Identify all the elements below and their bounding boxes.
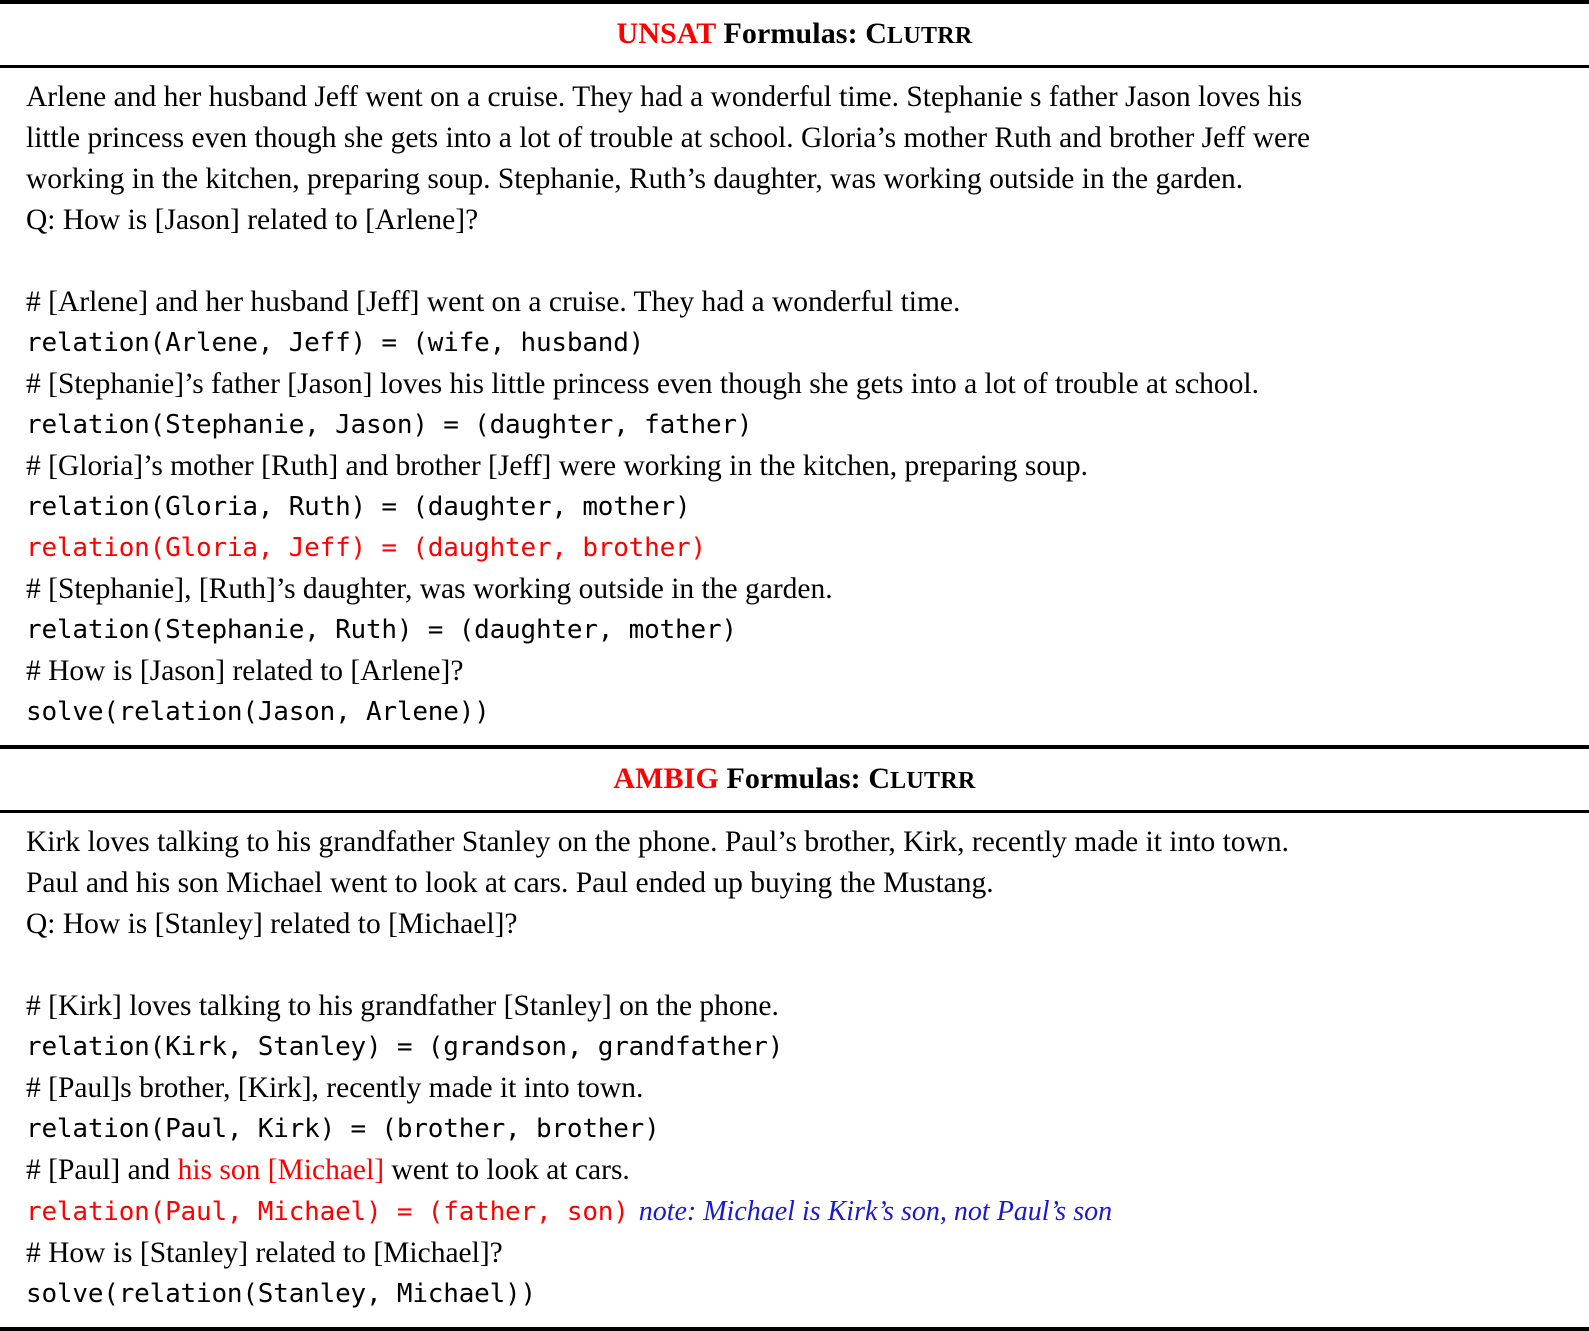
unsat-code-line: # [Arlene] and her husband [Jeff] went on a cruise. They had a wonderful time. (26, 286, 961, 318)
ambig-code-line: solve(relation(Stanley, Michael)) (26, 1279, 536, 1309)
ambig-code-line: relation(Kirk, Stanley) = (grandson, grandfather) (26, 1032, 784, 1062)
unsat-code-line: relation(Gloria, Ruth) = (daughter, mother) (26, 492, 691, 522)
table-bottom-rule (0, 1327, 1589, 1331)
unsat-code-line: # [Stephanie]’s father [Jason] loves his little princess even though she gets into a lot of trouble at school. (26, 368, 1259, 400)
ambig-code-line-annotated (26, 1191, 1563, 1233)
ambig-code-line: # [Paul]s brother, [Kirk], recently made it into town. (26, 1072, 644, 1104)
ambig-code-line-mixed (26, 1150, 1563, 1191)
ambig-code-line: relation(Paul, Kirk) = (brother, brother) (26, 1114, 660, 1144)
ambig-dataset-initial: C (868, 762, 891, 795)
unsat-question: Q: How is [Jason] related to [Arlene]? (26, 204, 479, 236)
unsat-narrative-line-3: working in the kitchen, preparing soup. Stephanie, Ruth’s daughter, was working outside in the garden. (26, 163, 1244, 195)
ambig-code-line: # [Kirk] loves talking to his grandfather [Stanley] on the phone. (26, 990, 779, 1022)
ambig-code-highlighted: relation(Paul, Michael) = (father, son) (26, 1197, 629, 1227)
ambig-annotation-note: note: Michael is Kirk’s son, not Paul’s son (638, 1196, 1113, 1227)
ambig-section-body (0, 813, 1589, 1327)
ambig-question: Q: How is [Stanley] related to [Michael]? (26, 908, 518, 940)
ambig-spacer (26, 945, 1563, 986)
ambig-comment-highlight: his son [Michael] (177, 1154, 385, 1186)
unsat-header-middle: Formulas: (715, 17, 866, 50)
ambig-comment-prefix: # [Paul] and (26, 1154, 178, 1186)
ambig-dataset-name (868, 762, 975, 795)
ambig-dataset-rest: LUTRR (890, 768, 976, 794)
unsat-section-header (0, 4, 1589, 65)
ambig-section-header (0, 749, 1589, 810)
ambig-code-line: # How is [Stanley] related to [Michael]? (26, 1237, 503, 1269)
unsat-code-block (26, 282, 1563, 733)
ambig-comment-suffix: went to look at cars. (384, 1154, 630, 1186)
unsat-code-line: # [Stephanie], [Ruth]’s daughter, was working outside in the garden. (26, 573, 833, 605)
unsat-spacer (26, 241, 1563, 282)
unsat-narrative (26, 77, 1563, 200)
unsat-code-line: relation(Stephanie, Jason) = (daughter, father) (26, 410, 753, 440)
unsat-code-line-highlighted: relation(Gloria, Jeff) = (daughter, brother) (26, 533, 706, 563)
unsat-dataset-initial: C (865, 17, 888, 50)
ambig-narrative-line-2: Paul and his son Michael went to look at cars. Paul ended up buying the Mustang. (26, 867, 994, 899)
ambig-narrative (26, 822, 1563, 904)
unsat-code-line: # [Gloria]’s mother [Ruth] and brother [Jeff] were working in the kitchen, preparing soup. (26, 450, 1088, 482)
unsat-code-line: relation(Stephanie, Ruth) = (daughter, mother) (26, 615, 737, 645)
unsat-code-line: relation(Arlene, Jeff) = (wife, husband) (26, 328, 645, 358)
unsat-label: UNSAT (616, 17, 716, 50)
unsat-narrative-line-2: little princess even though she gets into a lot of trouble at school. Gloria’s mother Ruth and brother Jeff were (26, 122, 1311, 154)
unsat-dataset-rest: LUTRR (887, 23, 973, 49)
unsat-section-body (0, 68, 1589, 745)
ambig-code-block (26, 986, 1563, 1315)
unsat-dataset-name (865, 17, 972, 50)
ambig-label: AMBIG (613, 762, 719, 795)
unsat-narrative-line-1: Arlene and her husband Jeff went on a cruise. They had a wonderful time. Stephanie s father Jason loves his (26, 81, 1303, 113)
ambig-header-middle: Formulas: (718, 762, 869, 795)
unsat-code-line: solve(relation(Jason, Arlene)) (26, 697, 490, 727)
ambig-narrative-line-1: Kirk loves talking to his grandfather Stanley on the phone. Paul’s brother, Kirk, recently made it into town. (26, 826, 1289, 858)
unsat-code-line: # How is [Jason] related to [Arlene]? (26, 655, 464, 687)
